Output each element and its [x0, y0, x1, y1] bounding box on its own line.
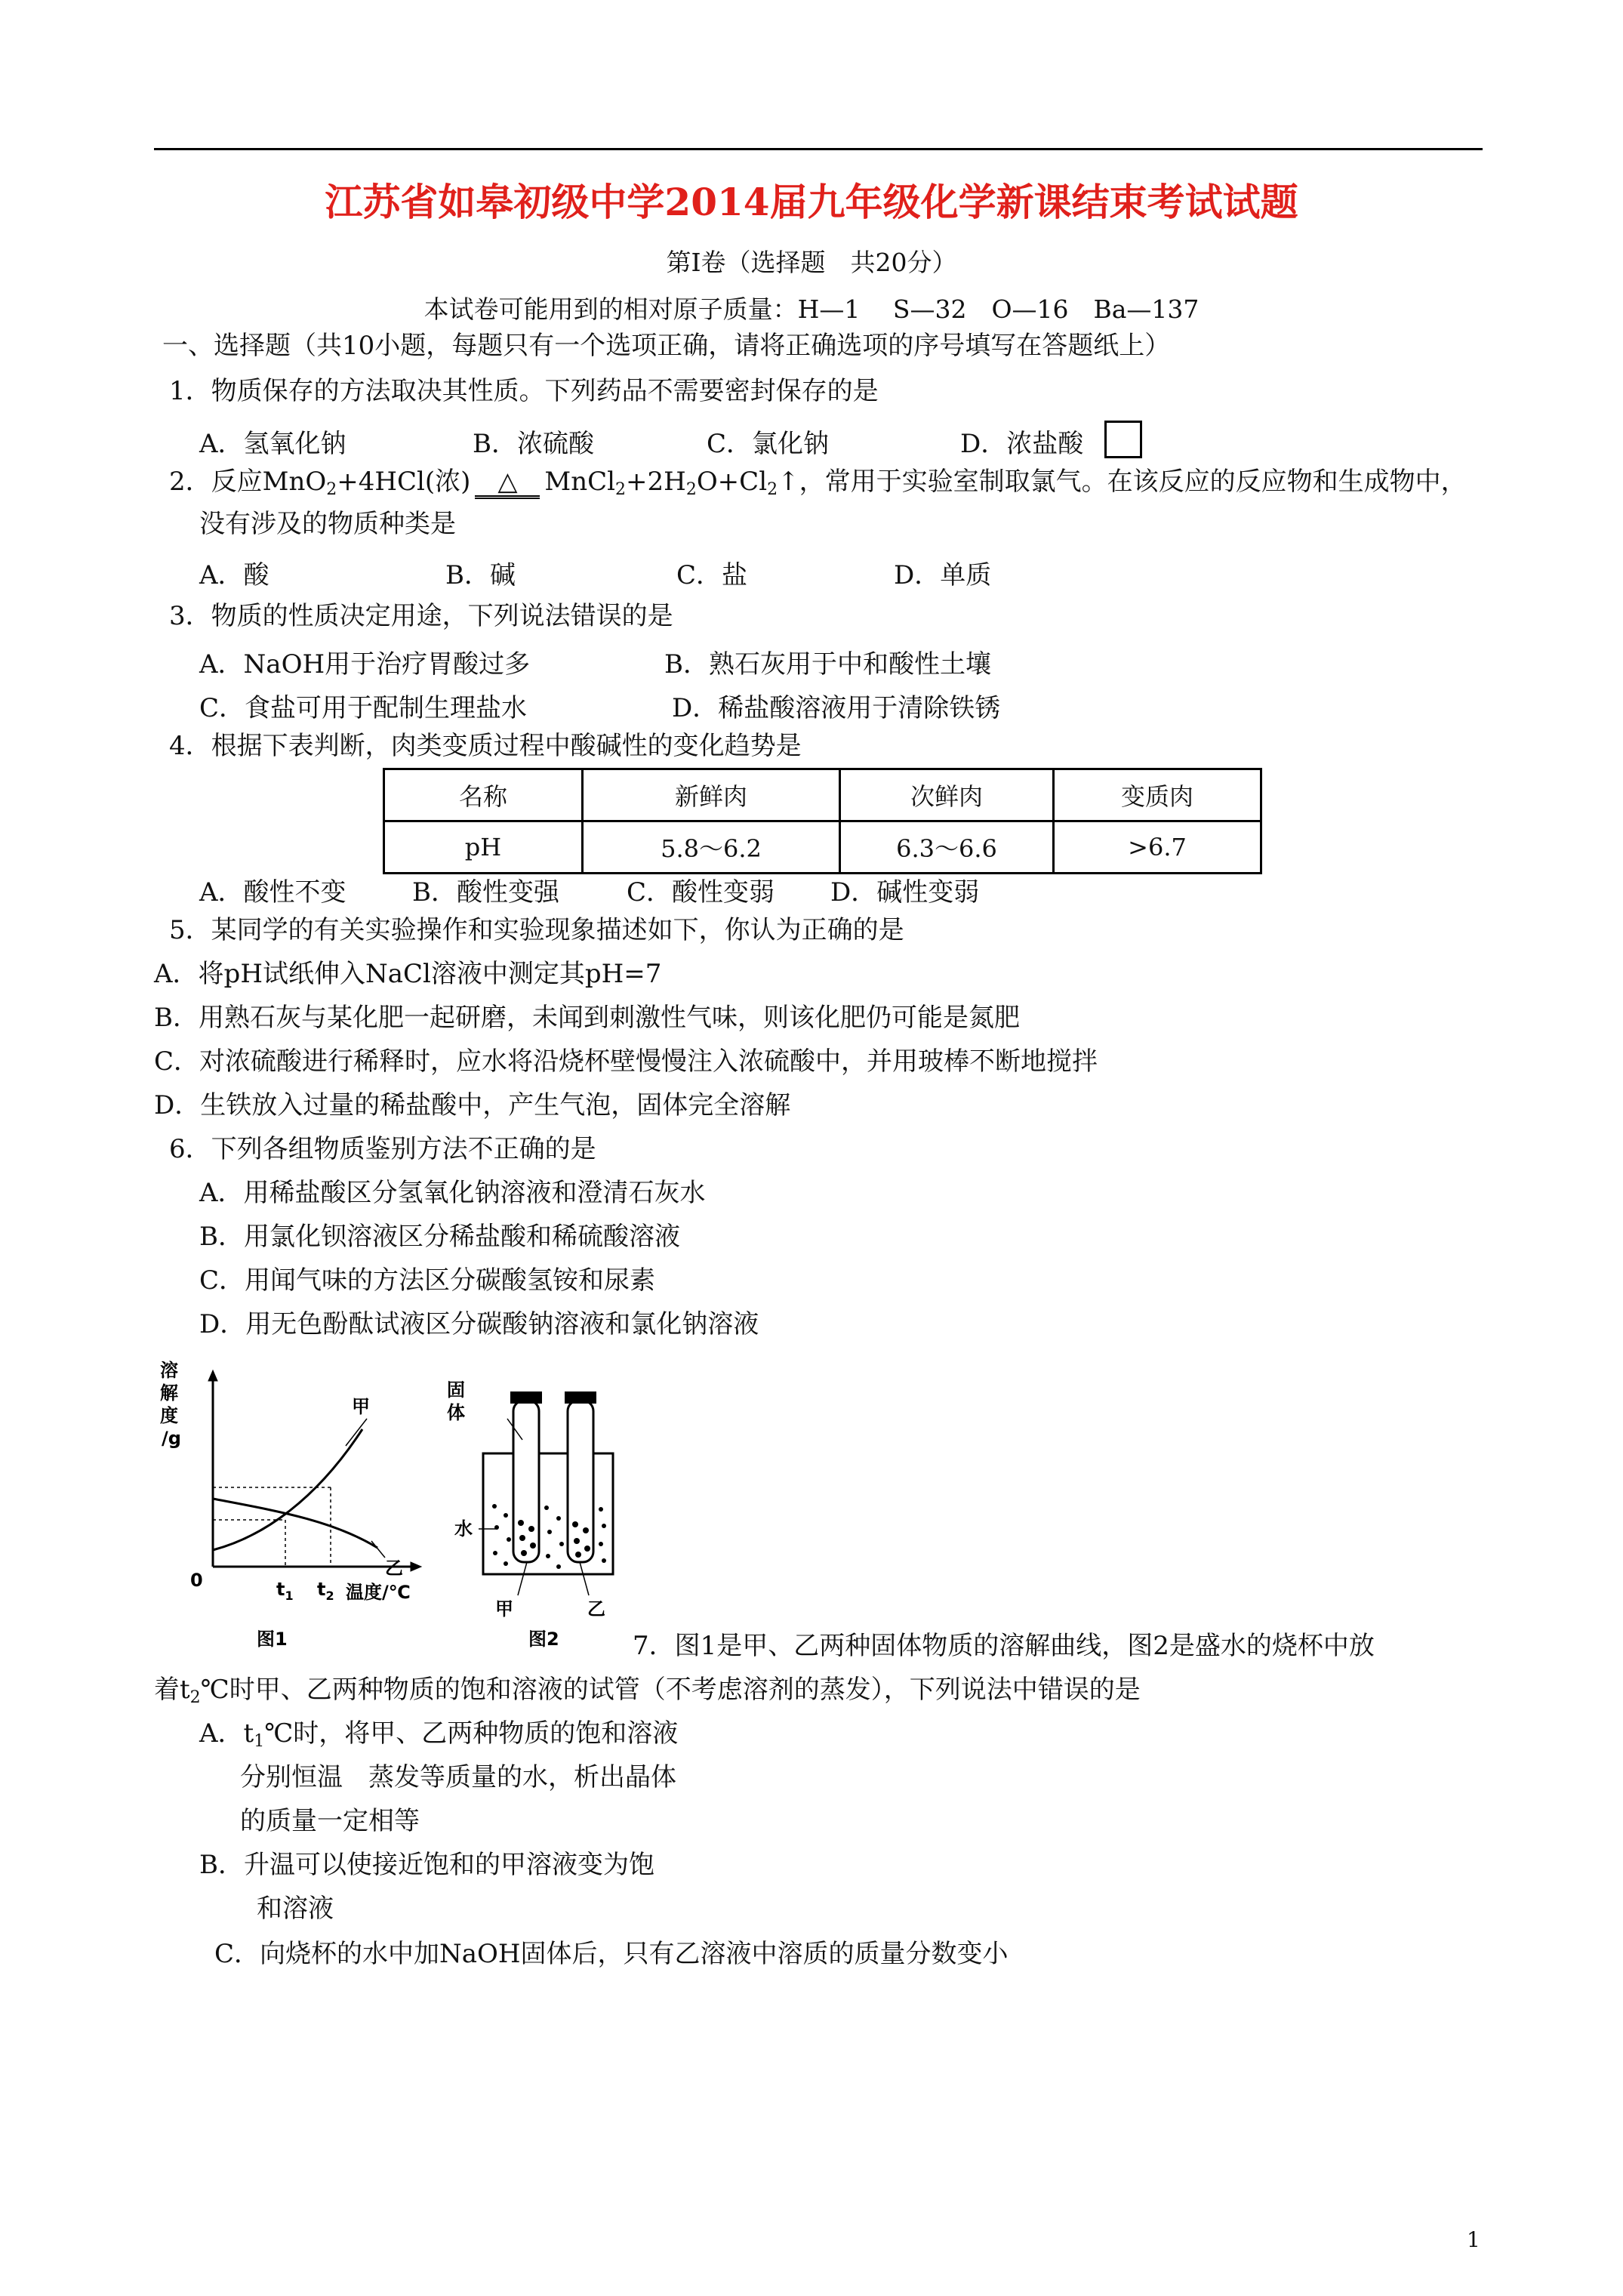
figure-1-labels [160, 1360, 411, 1650]
q3-option-b: B．熟石灰用于中和酸性土壤 [664, 649, 991, 680]
solid-label-char: 固 [447, 1379, 465, 1401]
x-axis-label: 温度/℃ [346, 1582, 411, 1603]
section-heading: 一、选择题（共10小题，每题只有一个选项正确，请将正确选项的序号填写在答题纸上） [162, 331, 1171, 361]
table-row [384, 821, 1261, 874]
question-6-stem: 6．下列各组物质鉴别方法不正确的是 [169, 1134, 596, 1164]
paper-subtitle: 第Ⅰ卷（选择题 共20分） [666, 248, 957, 277]
leader-line [371, 1541, 385, 1558]
q4-option-b: B．酸性变强 [412, 877, 559, 908]
table-row [384, 769, 1261, 821]
origin-label: 0 [190, 1570, 203, 1591]
y-axis-label-char: 解 [160, 1382, 178, 1404]
exam-title: 江苏省如皋初级中学2014届九年级化学新课结束考试试题 [325, 180, 1298, 224]
q6-option-c: C．用闻气味的方法区分碳酸氢铵和尿素 [199, 1265, 656, 1296]
question-2-stem: 2．反应MnO$_2$+4HCl(浓) △ $MnCl_2+2H_2O+Cl_2↑$，常用于实验室制取氯气。在该反应的反应物和生成物中， [169, 467, 1467, 499]
solubility-figures [151, 1355, 634, 1650]
figure-1-solubility-chart [208, 1370, 421, 1571]
stopper [510, 1391, 542, 1404]
figure-1-caption: 图1 [257, 1629, 288, 1650]
q2-option-c: C．盐 [676, 560, 748, 590]
q7-option-b: B．升温可以使接近饱和的甲溶液变为饱 [199, 1850, 654, 1880]
answer-box [1104, 421, 1142, 458]
table-cell: 5.8～6.2 [583, 821, 840, 874]
q7-option-a-line2: 分别恒温 蒸发等质量的水，析出晶体 [240, 1762, 676, 1792]
figure-2-caption: 图2 [528, 1629, 559, 1650]
q3-option-d: D．稀盐酸溶液用于清除铁锈 [672, 693, 1001, 723]
table-cell: 次鲜肉 [840, 769, 1054, 821]
question-3-stem: 3．物质的性质决定用途，下列说法错误的是 [169, 601, 673, 631]
question-3-options-row1 [0, 643, 1623, 680]
curve-label-jia: 甲 [352, 1396, 370, 1417]
q4-option-c: C．酸性变弱 [627, 877, 775, 908]
table-cell: 新鲜肉 [583, 769, 840, 821]
y-axis-label-char: 度 [160, 1405, 178, 1426]
q4-option-a: A．酸性不变 [199, 877, 346, 908]
x-axis-arrow [411, 1562, 421, 1571]
q6-option-b: B．用氯化钡溶液区分稀盐酸和稀硫酸溶液 [199, 1222, 680, 1252]
question-4-options [0, 871, 1623, 908]
q2-option-a: A．酸 [199, 560, 269, 590]
ph-table [383, 768, 1262, 874]
y-axis-label-char: 溶 [160, 1360, 178, 1381]
q1-option-c: C．氯化钠 [707, 429, 830, 459]
q7-option-c: C．向烧杯的水中加NaOH固体后，只有乙溶液中溶质的质量分数变小 [214, 1939, 1009, 1969]
q3-option-c: C．食盐可用于配制生理盐水 [199, 693, 528, 723]
tube-label-jia: 甲 [495, 1598, 513, 1620]
q5-option-b: B．用熟石灰与某化肥一起研磨，未闻到刺激性气味，则该化肥仍可能是氮肥 [154, 1003, 1020, 1033]
figure-2-beaker [479, 1391, 613, 1595]
leader-line [346, 1419, 367, 1446]
tube-label-yi: 乙 [587, 1598, 605, 1620]
q2-option-d: D．单质 [894, 560, 992, 590]
y-axis-arrow [208, 1370, 217, 1381]
q5-option-a: A．将pH试纸伸入NaCl溶液中测定其pH=7 [154, 959, 662, 989]
question-5-stem: 5．某同学的有关实验操作和实验现象描述如下，你认为正确的是 [169, 915, 904, 945]
q1-option-b: B．浓硫酸 [473, 429, 594, 459]
y-axis-label-char: /g [162, 1428, 181, 1449]
stopper [565, 1391, 596, 1404]
curve-jia [213, 1429, 362, 1550]
q2-option-b: B．碱 [445, 560, 516, 590]
question-3-options-row2 [0, 687, 1623, 723]
question-2-options [0, 554, 1623, 590]
tick-label-t2: $t_2$ [317, 1579, 334, 1603]
q6-option-a: A．用稀盐酸区分氢氧化钠溶液和澄清石灰水 [199, 1178, 706, 1208]
atomic-masses: 本试卷可能用到的相对原子质量：H—1 S—32 O—16 Ba—137 [423, 294, 1200, 324]
table-cell: pH [384, 821, 583, 874]
question-7-stem-line1: 7．图1是甲、乙两种固体物质的溶解曲线，图2是盛水的烧杯中放 [633, 1631, 1375, 1661]
question-4-stem: 4．根据下表判断，肉类变质过程中酸碱性的变化趋势是 [169, 731, 802, 761]
q7-option-a: A．$t_1℃$时，将甲、乙两种物质的饱和溶液 [199, 1718, 679, 1751]
q1-option-a: A．氢氧化钠 [199, 429, 346, 459]
q5-option-c: C．对浓硫酸进行稀释时，应水将沿烧杯壁慢慢注入浓硫酸中，并用玻棒不断地搅拌 [154, 1046, 1098, 1077]
table-cell: 变质肉 [1054, 769, 1261, 821]
q7-option-b-line2: 和溶液 [257, 1894, 334, 1924]
water-label: 水 [454, 1518, 473, 1539]
q4-option-d: D．碱性变弱 [830, 877, 980, 908]
question-2-stem-line2: 没有涉及的物质种类是 [199, 509, 456, 539]
curve-label-yi: 乙 [385, 1558, 403, 1579]
q1-option-d: D．浓盐酸 [960, 429, 1084, 459]
q7-option-a-line3: 的质量一定相等 [240, 1806, 420, 1836]
q6-option-d: D．用无色酚酞试液区分碳酸钠溶液和氯化钠溶液 [199, 1309, 759, 1339]
question-1-stem: 1．物质保存的方法取决其性质。下列药品不需要密封保存的是 [169, 376, 879, 406]
q3-option-a: A．NaOH用于治疗胃酸过多 [199, 649, 531, 680]
question-1-options [0, 423, 1623, 459]
top-rule [154, 148, 1483, 150]
q5-option-d: D．生铁放入过量的稀盐酸中，产生气泡，固体完全溶解 [154, 1090, 791, 1120]
table-cell: 名称 [384, 769, 583, 821]
page-number: 1 [1467, 2227, 1480, 2252]
question-7-stem-line2: 着$t_2℃$时甲、乙两种物质的饱和溶液的试管（不考虑溶剂的蒸发），下列说法中错误的是 [154, 1675, 1141, 1707]
table-cell: >6.7 [1054, 821, 1261, 874]
table-cell: 6.3～6.6 [840, 821, 1054, 874]
solid-label-char: 体 [447, 1402, 465, 1423]
reaction-condition: △ [475, 468, 540, 499]
tick-label-t1: $t_1$ [276, 1579, 294, 1603]
test-tube-jia [513, 1401, 539, 1562]
test-tube-yi [568, 1401, 593, 1562]
